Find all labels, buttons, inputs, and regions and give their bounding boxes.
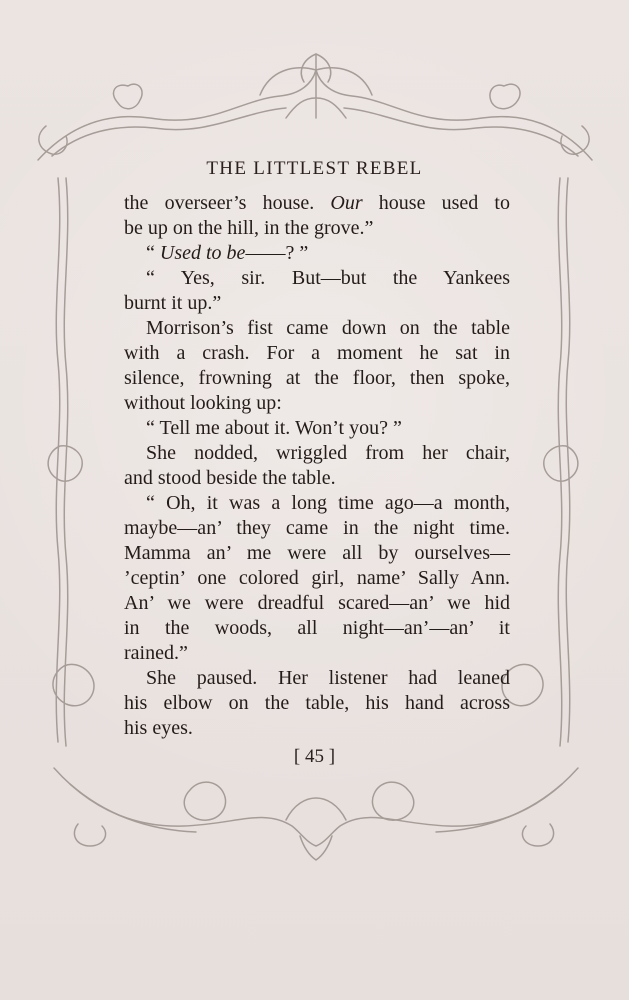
text-line-13: “ Oh, it was a long time ago—a month, [146, 492, 510, 514]
text-line-3: “ Used to be——? ” [146, 242, 309, 264]
text-line-8: silence, frowning at the floor, then spoke, [124, 367, 510, 389]
text-line-19: rained.” [124, 642, 188, 664]
body-text [124, 191, 510, 741]
text-line-10: “ Tell me about it. Won’t you? ” [146, 417, 402, 439]
page-number: [ 45 ] [293, 746, 336, 767]
text-line-9: without looking up: [124, 392, 282, 414]
text-line-15: Mamma an’ me were all by ourselves— [124, 542, 510, 564]
text-line-20: She paused. Her listener had leaned [146, 667, 510, 689]
text-line-11: She nodded, wriggled from her chair, [146, 442, 510, 464]
text-line-22: his eyes. [124, 717, 193, 739]
text-line-17: An’ we were dreadful scared—an’ we hid [124, 592, 510, 614]
text-line-7: with a crash. For a moment he sat in [124, 342, 510, 364]
text-line-18: in the woods, all night—an’—an’ it [124, 617, 510, 639]
text-line-1: the overseer’s house. Our house used to [124, 192, 510, 214]
text-line-12: and stood beside the table. [124, 467, 336, 489]
text-line-4: “ Yes, sir. But—but the Yankees [146, 267, 510, 289]
text-line-14: maybe—an’ they came in the night time. [124, 517, 510, 539]
text-line-2: be up on the hill, in the grove.” [124, 217, 374, 239]
text-line-16: ’ceptin’ one colored girl, name’ Sally Ann. [124, 567, 510, 589]
text-line-21: his elbow on the table, his hand across [124, 692, 510, 714]
text-line-6: Morrison’s fist came down on the table [146, 317, 510, 339]
text-line-5: burnt it up.” [124, 292, 222, 314]
running-head: THE LITTLEST REBEL [206, 158, 423, 179]
